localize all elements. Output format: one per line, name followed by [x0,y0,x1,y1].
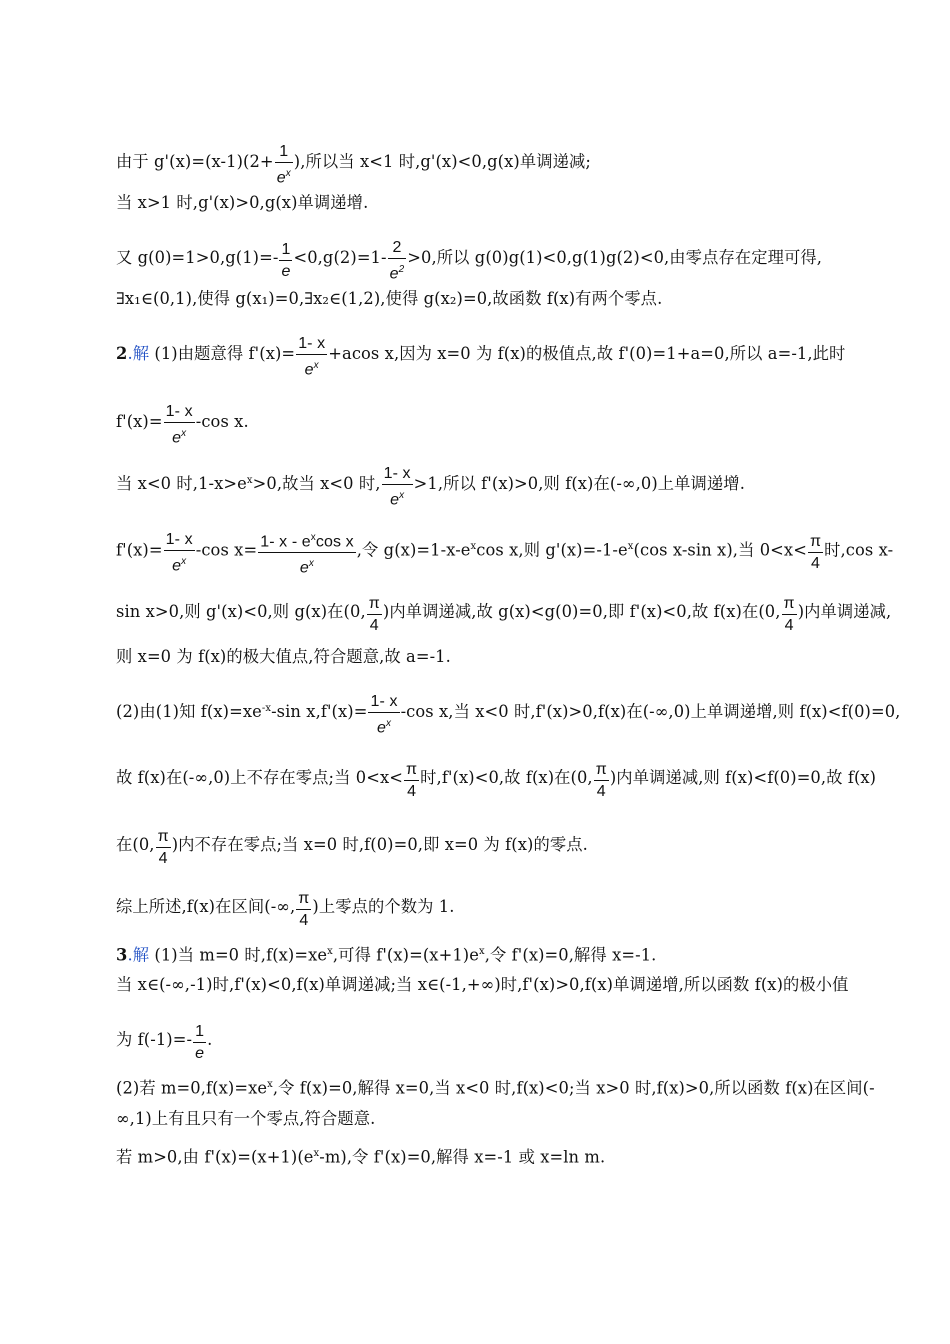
denominator-base: e [389,265,399,283]
text-line: 则 x=0 为 f(x)的极大值点,符合题意,故 a=-1. [116,647,451,666]
exponent: x [181,428,187,439]
text-line [116,825,588,866]
text-line: 当 x>1 时,g'(x)>0,g(x)单调递增. [116,193,369,212]
denominator-base: e [390,491,400,509]
numerator: 1 [193,1022,206,1043]
denominator: 4 [369,617,379,634]
text-line [116,758,876,799]
fraction [164,402,195,447]
text-segment: )内不存在零点;当 x=0 时,f(0)=0,即 x=0 为 f(x)的零点. [171,835,588,854]
denominator: 4 [407,783,417,800]
text-segment: . [207,1030,213,1049]
text-segment: +acos x,因为 x=0 为 f(x)的极值点,故 f'(0)=1+a=0,所以 a=-1,此时 [328,344,846,364]
text-line: ∞,1)上有且只有一个零点,符合题意. [116,1109,376,1128]
fraction [808,532,823,573]
numerator: 1- x [368,692,399,713]
text-segment: -sin x,f'(x)= [271,702,368,722]
denominator [368,713,399,737]
denominator-base: e [172,557,182,575]
numerator: 1- x [164,530,195,551]
text-segment: -m),令 f'(x)=0,解得 x=-1 或 x=ln m. [319,1147,606,1167]
denominator-base: e [304,361,314,379]
text-line: 当 x∈(-∞,-1)时,f'(x)<0,f(x)单调递减;当 x∈(-1,+∞)时,f'(x)>0,f(x)单调递增,所以函数 f(x)的极小值 [116,975,849,994]
fraction [388,238,407,283]
fraction [164,530,195,575]
text-segment: (2)若 m=0,f(x)=xe [116,1078,268,1098]
problem-number: 2 [116,344,128,364]
text-line [116,1075,875,1098]
text-segment: -cos x,当 x<0 时,f'(x)>0,f(x)在(-∞,0)上单调递增,则 f(x)<f(0)=0, [400,702,901,722]
text-segment: (1)由题意得 f'(x)= [149,344,296,364]
numerator: π [808,532,823,553]
text-segment: (1)当 m=0 时,f(x)=xe [149,945,328,965]
exponent: x [627,540,634,552]
text-segment: 综上所述,f(x)在区间(-∞, [116,897,296,916]
text-segment: )内单调递减,则 f(x)<f(0)=0,故 f(x) [609,768,877,787]
fraction [275,142,293,187]
exponent: x [399,490,405,501]
denominator: 4 [596,783,606,800]
text-line [116,942,656,965]
numerator: 1- x [296,334,327,355]
exponent: x [327,946,333,957]
fraction [193,1022,206,1063]
text-line [116,690,900,735]
text-segment: 时,cos x- [824,540,894,560]
text-line: ∃x₁∈(0,1),使得 g(x₁)=0,∃x₂∈(1,2),使得 g(x₂)=0,故函数 f(x)有两个零点. [116,289,663,308]
text-segment: >0,所以 g(0)g(1)<0,g(1)g(2)<0,由零点存在定理可得, [407,248,823,268]
text-segment: <0,g(2)=1- [293,248,387,268]
numerator [258,528,356,553]
fraction [594,760,609,801]
text-line [116,400,249,445]
denominator-base: e [276,169,286,187]
numerator: π [404,760,419,781]
numerator: 1 [275,142,293,163]
text-segment: 若 m>0,由 f'(x)=(x+1)(e [116,1147,314,1167]
denominator: 4 [158,850,168,867]
fraction [367,594,382,635]
text-segment: f'(x)= [116,412,163,432]
denominator [388,259,407,283]
text-segment: ,可得 f'(x)=(x+1)e [332,945,479,965]
text-segment: 又 g(0)=1>0,g(1)=- [116,248,279,268]
text-segment: 由于 g'(x)=(x-1)(2+ [116,152,274,172]
problem-number: 3 [116,945,128,965]
denominator [164,423,195,447]
denominator [296,355,327,379]
text-segment: ,令 f(x)=0,解得 x=0,当 x<0 时,f(x)<0;当 x>0 时,f(x)>0,所以函数 f(x)在区间(- [272,1078,875,1098]
text-segment: cos x,则 g'(x)=-1-e [476,540,628,560]
numerator: 2 [388,238,407,259]
fraction [382,464,413,509]
text-segment: >1,所以 f'(x)>0,则 f(x)在(-∞,0)上单调递增. [413,474,745,494]
text-segment: )内单调递减,故 g(x)<g(0)=0,即 f'(x)<0,故 f(x)在(0, [382,602,781,621]
problem-dot: . [127,945,133,965]
fraction [258,528,356,578]
text-line [116,592,891,633]
exponent: -x [261,702,272,714]
text-line [116,1020,212,1061]
text-segment: -cos x= [195,540,258,560]
text-segment: ),所以当 x<1 时,g'(x)<0,g(x)单调递减; [293,152,591,172]
exponent: x [308,558,315,570]
text-segment: ,令 f'(x)=0,解得 x=-1. [484,945,657,965]
exponent: x [313,1148,320,1159]
text-segment: (2)由(1)知 f(x)=xe [116,702,262,722]
fraction [296,889,311,930]
text-segment: 时,f'(x)<0,故 f(x)在(0, [420,768,593,787]
numerator-part: cos x [315,533,354,551]
text-line [116,887,455,928]
denominator [382,485,413,509]
text-line [116,1144,605,1167]
denominator [164,551,195,575]
text-segment: (cos x-sin x),当 0<x< [633,540,807,560]
numerator: 1- x [164,402,195,423]
numerator: 1- x [382,464,413,485]
exponent: x [181,556,187,568]
text-segment: ,令 g(x)=1-x-e [356,540,471,560]
solution-label: 解 [132,945,150,965]
text-line [116,462,745,507]
exponent: 2 [398,264,405,275]
fraction [279,240,292,281]
denominator: e [195,1045,205,1062]
denominator [275,163,293,187]
text-line [116,236,822,281]
text-segment: sin x>0,则 g'(x)<0,则 g(x)在(0, [116,602,366,621]
exponent: x [310,532,316,543]
exponent: x [267,1079,273,1090]
exponent: x [470,540,477,552]
fraction [368,692,399,737]
problem-dot: . [127,344,133,364]
text-line [116,526,893,576]
denominator-base: e [299,559,309,577]
text-segment: >0,故当 x<0 时, [252,474,381,494]
numerator: π [782,594,797,615]
text-line [116,332,845,377]
denominator: 4 [784,617,794,634]
text-segment: 为 f(-1)=- [116,1030,193,1049]
denominator: e [281,263,291,281]
denominator: 4 [811,555,821,573]
solution-label: 解 [132,344,150,364]
exponent: x [285,168,291,179]
numerator: π [296,889,311,910]
fraction [782,594,797,635]
text-line [116,140,591,185]
numerator: π [594,760,609,781]
exponent: x [246,474,253,486]
numerator: π [367,594,382,615]
exponent: x [385,718,392,729]
denominator [258,553,356,577]
text-segment: 当 x<0 时,1-x>e [116,474,247,494]
text-segment: -cos x. [195,412,249,432]
fraction [156,827,171,868]
numerator: π [156,827,171,848]
exponent: x [478,946,485,957]
numerator: 1 [279,240,292,261]
fraction [404,760,419,801]
fraction [296,334,327,379]
text-segment: f'(x)= [116,540,163,560]
text-segment: )上零点的个数为 1. [312,897,455,916]
text-segment: )内单调递减, [797,602,892,621]
denominator-base: e [376,719,386,737]
denominator: 4 [299,912,309,929]
numerator-part: 1- x - e [260,533,311,551]
text-segment: 故 f(x)在(-∞,0)上不存在零点;当 0<x< [116,768,404,787]
denominator-base: e [172,429,182,447]
exponent: x [313,360,319,371]
text-segment: 在(0, [116,835,155,854]
